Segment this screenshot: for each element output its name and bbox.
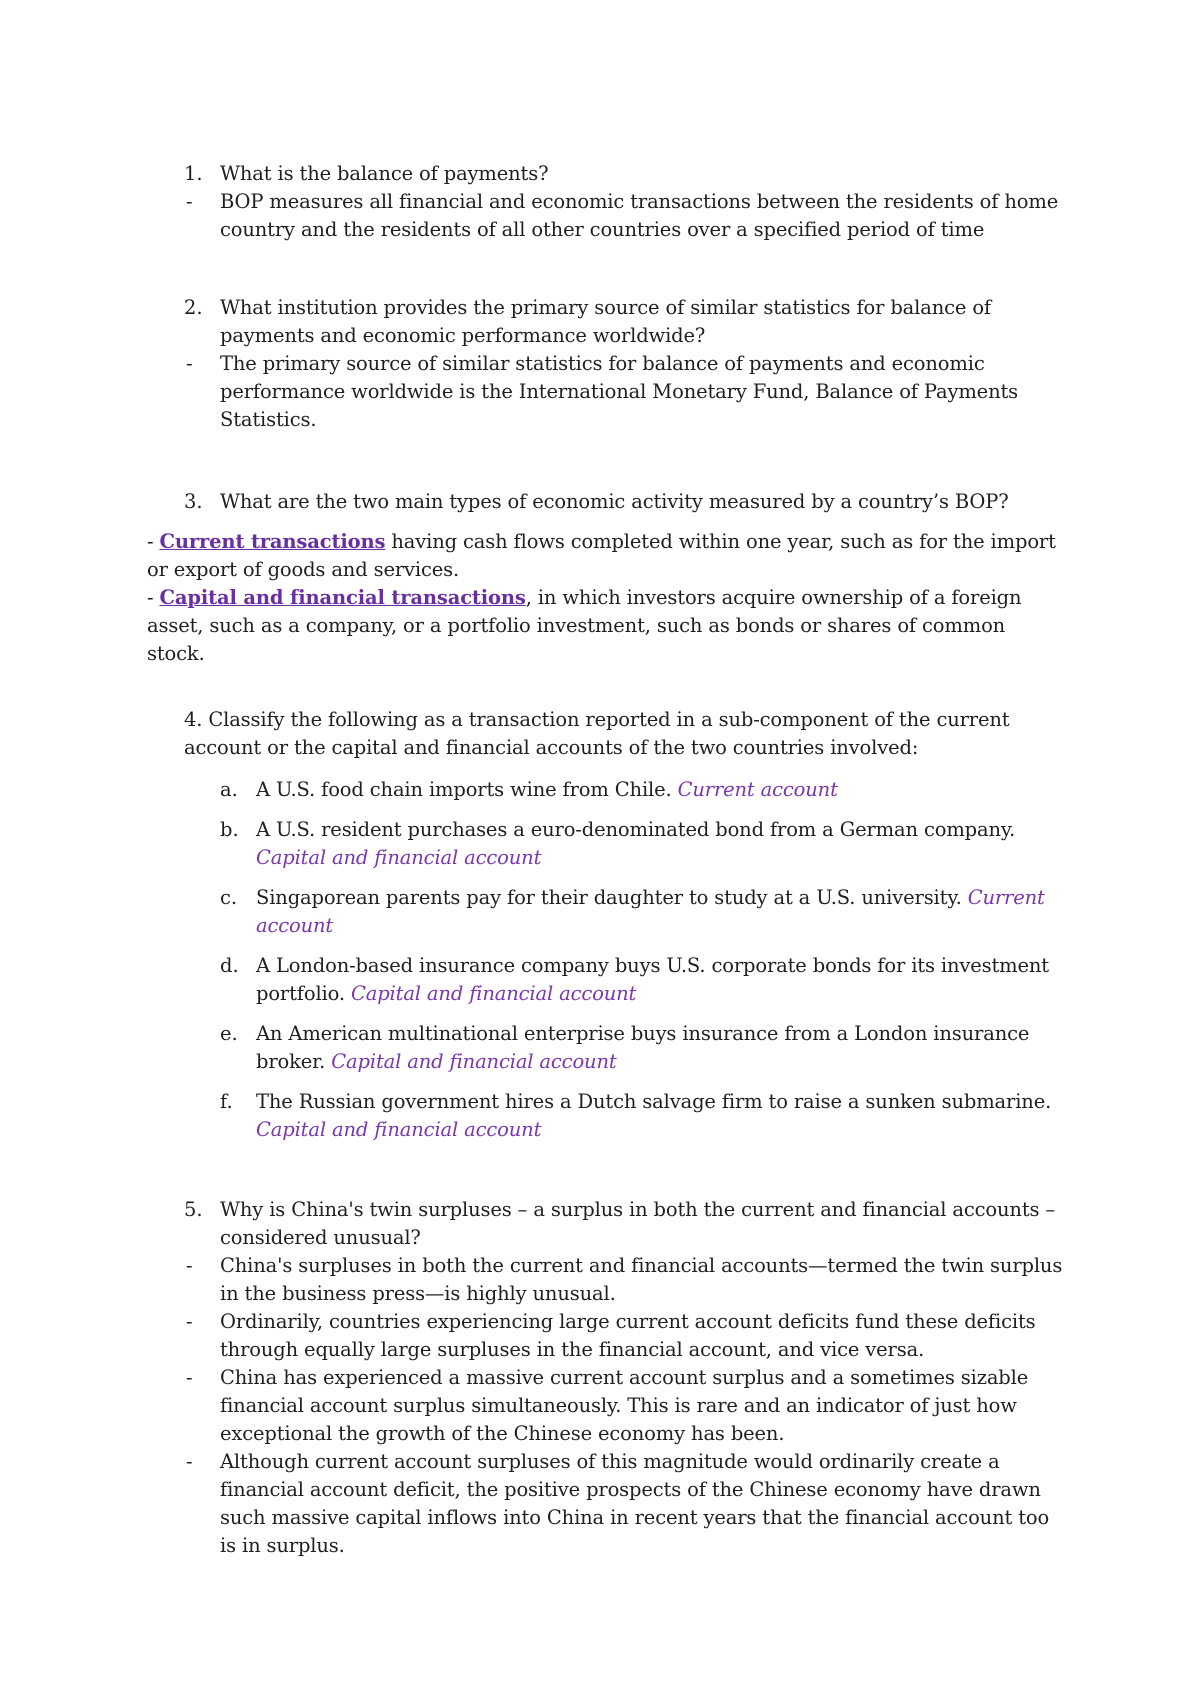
q3-question: What are the two main types of economic activity measured by a country’s BOP?: [220, 490, 1009, 513]
q2-number: 2.: [184, 296, 203, 319]
q5-bullet-4-dash: -: [186, 1450, 193, 1473]
q2-answer-line-2: performance worldwide is the International Monetary Fund, Balance of Payments: [220, 380, 1019, 403]
q1-question: What is the balance of payments?: [220, 162, 549, 185]
q5-question-line-1: Why is China's twin surpluses – a surplus in both the current and financial accounts –: [220, 1198, 1056, 1221]
q4-question-line-1: 4. Classify the following as a transaction reported in a sub-component of the current: [184, 708, 1010, 731]
q5-bullet-1-line-2: in the business press—is highly unusual.: [220, 1282, 616, 1305]
q5-bullet-1-line-1: China's surpluses in both the current and financial accounts—termed the twin surplus: [220, 1254, 1063, 1277]
q4-item-c-answer-part-2: account: [256, 914, 334, 937]
q5-bullet-2-dash: -: [186, 1310, 193, 1333]
q4-item-a-letter: a.: [220, 778, 238, 801]
q3-item-2-line-2: asset, such as a company, or a portfolio investment, such as bonds or shares of common: [147, 614, 1006, 637]
q4-item-e-letter: e.: [220, 1022, 238, 1045]
q3-item-2-line-3: stock.: [147, 642, 205, 665]
q1-number: 1.: [184, 162, 203, 185]
q5-bullet-4-line-1: Although current account surpluses of this magnitude would ordinarily create a: [220, 1450, 1000, 1473]
q4-item-e-text-line-2: broker.: [256, 1050, 332, 1073]
q4-item-d-letter: d.: [220, 954, 239, 977]
q1-dash: -: [186, 190, 193, 213]
q4-item-b-letter: b.: [220, 818, 239, 841]
q5-bullet-3-line-3: exceptional the growth of the Chinese economy has been.: [220, 1422, 785, 1445]
q5-bullet-3-dash: -: [186, 1366, 193, 1389]
q1-answer-line-2: country and the residents of all other countries over a specified period of time: [220, 218, 985, 241]
q4-item-d-line-2: [256, 980, 636, 1008]
q2-dash: -: [186, 352, 193, 375]
q3-item-1-text: having cash flows completed within one year, such as for the import: [385, 530, 1056, 553]
q3-item-2-line-1: [147, 584, 1021, 612]
q4-item-d-answer: Capital and financial account: [350, 982, 637, 1005]
q4-item-b-text: A U.S. resident purchases a euro-denominated bond from a German company.: [256, 818, 1016, 841]
q1-answer-line-1: BOP measures all financial and economic transactions between the residents of home: [220, 190, 1059, 213]
q4-item-f-text: The Russian government hires a Dutch salvage firm to raise a sunken submarine.: [256, 1090, 1052, 1113]
q5-bullet-3-line-1: China has experienced a massive current account surplus and a sometimes sizable: [220, 1366, 1029, 1389]
q4-item-e-line-2: [256, 1048, 617, 1076]
q4-item-c-line-1: [256, 884, 1045, 912]
q5-bullet-1-dash: -: [186, 1254, 193, 1277]
q2-question-line-1: What institution provides the primary source of similar statistics for balance of: [220, 296, 991, 319]
q5-number: 5.: [184, 1198, 203, 1221]
q2-answer-line-1: The primary source of similar statistics for balance of payments and economic: [220, 352, 985, 375]
q5-bullet-2-line-1: Ordinarily, countries experiencing large current account deficits fund these deficits: [220, 1310, 1036, 1333]
q4-item-c-answer-part-1: Current: [967, 886, 1045, 909]
q3-item-2-dash: -: [147, 586, 154, 609]
q4-item-d-text-line-2: portfolio.: [256, 982, 351, 1005]
q3-item-2-text: , in which investors acquire ownership of a foreign: [525, 586, 1022, 609]
q2-answer-line-3: Statistics.: [220, 408, 317, 431]
q3-item-1-line-2: or export of goods and services.: [147, 558, 460, 581]
q4-item-b-answer: Capital and financial account: [256, 846, 542, 869]
q4-item-c-letter: c.: [220, 886, 238, 909]
q4-item-a-line-1: [256, 776, 838, 804]
q4-question-line-2: account or the capital and financial accounts of the two countries involved:: [184, 736, 919, 759]
q4-item-e-text-line-1: An American multinational enterprise buys insurance from a London insurance: [256, 1022, 1030, 1045]
q4-item-a-answer: Current account: [677, 778, 838, 801]
q4-item-d-text-line-1: A London-based insurance company buys U.S. corporate bonds for its investment: [256, 954, 1049, 977]
q2-question-line-2: payments and economic performance worldwide?: [220, 324, 706, 347]
q3-current-transactions-link[interactable]: Current transactions: [159, 530, 386, 553]
q4-item-f-letter: f.: [220, 1090, 233, 1113]
q4-item-f-answer: Capital and financial account: [256, 1118, 542, 1141]
q5-bullet-3-line-2: financial account surplus simultaneously. This is rare and an indicator of just how: [220, 1394, 1017, 1417]
q3-capital-financial-transactions-link[interactable]: Capital and financial transactions: [159, 586, 526, 609]
q4-item-e-answer: Capital and financial account: [331, 1050, 617, 1073]
q4-item-c-text: Singaporean parents pay for their daughter to study at a U.S. university.: [256, 886, 968, 909]
q4-item-a-text: A U.S. food chain imports wine from Chile.: [256, 778, 678, 801]
q5-bullet-4-line-3: such massive capital inflows into China in recent years that the financial account too: [220, 1506, 1050, 1529]
q5-question-line-2: considered unusual?: [220, 1226, 421, 1249]
q5-bullet-4-line-2: financial account deficit, the positive prospects of the Chinese economy have drawn: [220, 1478, 1041, 1501]
q3-item-1-dash: -: [147, 530, 154, 553]
q3-number: 3.: [184, 490, 203, 513]
q5-bullet-2-line-2: through equally large surpluses in the financial account, and vice versa.: [220, 1338, 925, 1361]
q3-item-1-line-1: [147, 528, 1056, 556]
q5-bullet-4-line-4: is in surplus.: [220, 1534, 345, 1557]
